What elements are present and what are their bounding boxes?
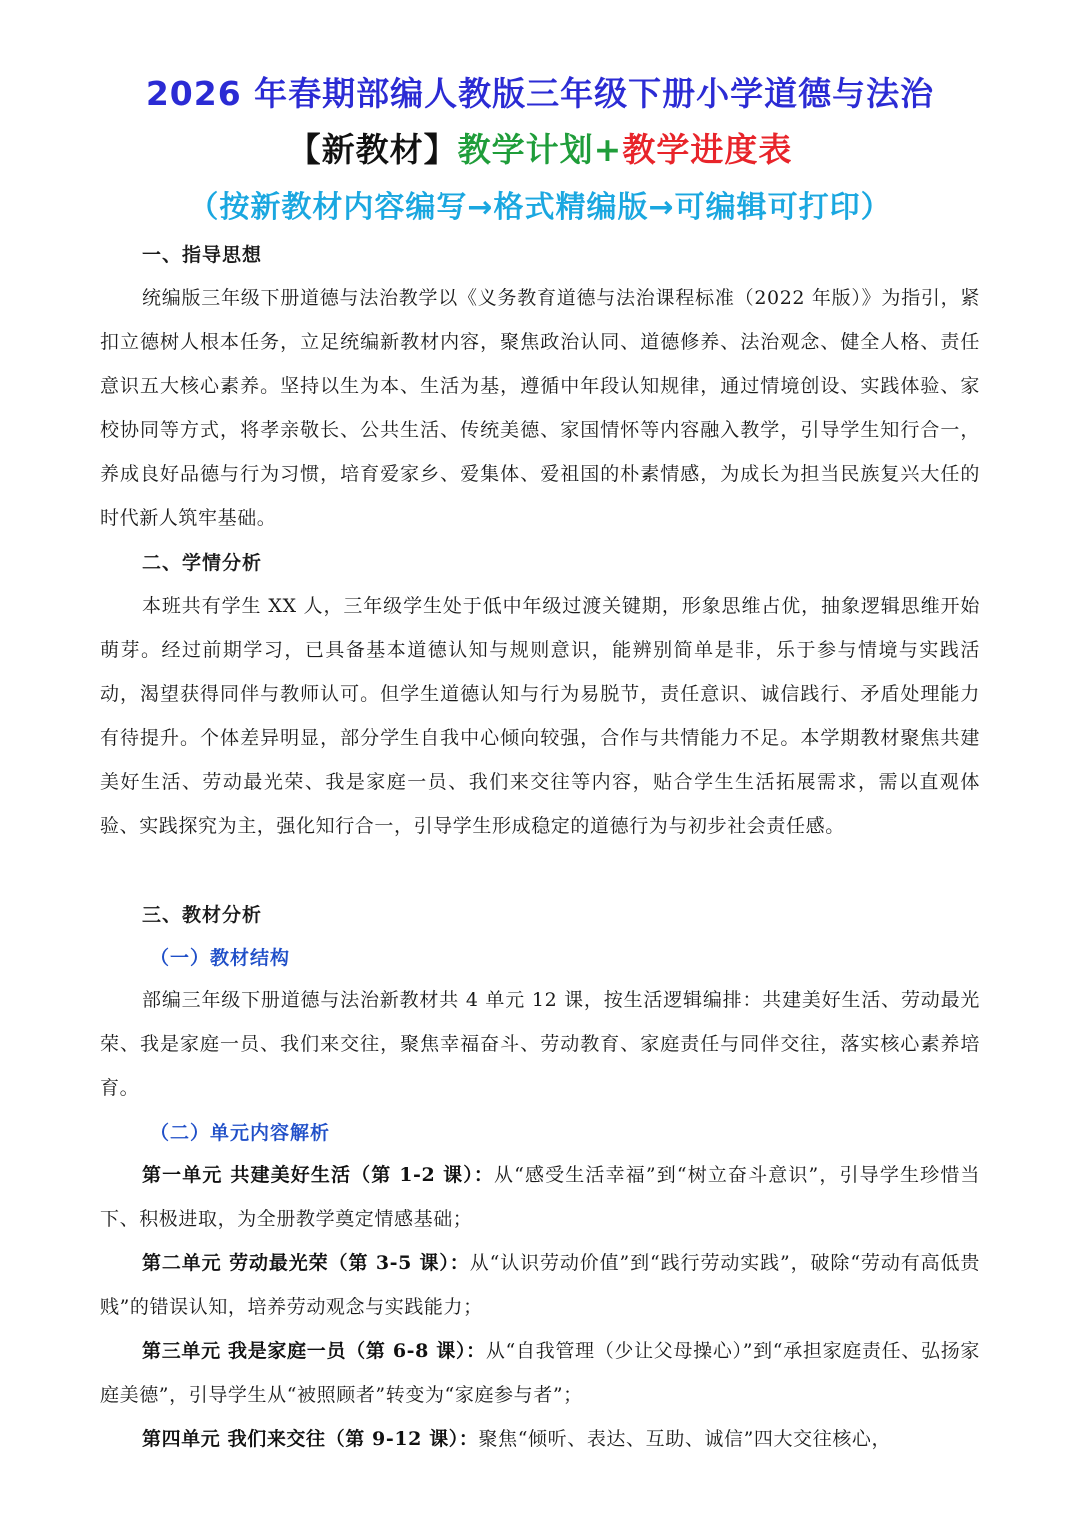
unit-item: [100, 1329, 980, 1417]
unit-item: [100, 1153, 980, 1241]
unit-lead: 第三单元 我是家庭一员（第 6-8 课）：: [142, 1340, 486, 1362]
subtitle-schedule: 教学进度表: [622, 130, 793, 169]
unit-lead: 第二单元 劳动最光荣（第 3-5 课）：: [142, 1252, 470, 1274]
unit-item: [100, 1417, 980, 1461]
document-title: 2026 年春期部编人教版三年级下册小学道德与法治: [145, 74, 935, 113]
unit-text: 从“认识劳动价值”到“践行劳动实践”，破除“劳动有高低贵贱”的错误认知，培养劳动观念与实践能力；: [100, 1252, 981, 1318]
section-body-student-analysis: 本班共有学生 XX 人，三年级学生处于低中年级过渡关键期，形象思维占优，抽象逻辑思维开始萌芽。经过前期学习，已具备基本道德认知与规则意识，能辨别简单是非，乐于参与情境与实践活动，渴望获得同伴与教师认可。但学生道德认知与行为易脱节，责任意识、诚信践行、矛盾处理能力有待提升。个体差异明显，部分学生自我中心倾向较强，合作与共情能力不足。本学期教材聚焦共建美好生活、劳动最光荣、我是家庭一员、我们来交往等内容，贴合学生生活拓展需求，需以直观体验、实践探究为主，强化知行合一，引导学生形成稳定的道德行为与初步社会责任感。: [100, 595, 980, 837]
subtitle-new-textbook: 【新教材】: [287, 130, 458, 169]
unit-lead: 第四单元 我们来交往（第 9-12 课）：: [142, 1428, 479, 1450]
unit-lead: 第一单元 共建美好生活（第 1-2 课）：: [142, 1164, 495, 1186]
document-subtitle: [0, 124, 1080, 171]
document-tagline: （按新教材内容编写→格式精编版→可编辑可打印）: [188, 190, 892, 225]
unit-item: [100, 1241, 980, 1329]
section-heading-guiding-thought: 一、指导思想: [142, 244, 263, 266]
unit-text: 从“自我管理（少让父母操心）”到“承担家庭责任、弘扬家庭美德”，引导学生从“被照顾者”转变为“家庭参与者”；: [100, 1340, 980, 1406]
section-body-guiding-thought: 统编版三年级下册道德与法治教学以《义务教育道德与法治课程标准（2022 年版）》为指引，紧扣立德树人根本任务，立足统编新教材内容，聚焦政治认同、道德修养、法治观念、健全人格、责任意识五大核心素养。坚持以生为本、生活为基，遵循中年段认知规律，通过情境创设、实践体验、家校协同等方式，将孝亲敬长、公共生活、传统美德、家国情怀等内容融入教学，引导学生知行合一，养成良好品德与行为习惯，培育爱家乡、爱集体、爱祖国的朴素情感，为成长为担当民族复兴大任的时代新人筑牢基础。: [100, 287, 980, 529]
section-heading-textbook-analysis: 三、教材分析: [142, 904, 263, 926]
section-body-textbook-structure: 部编三年级下册道德与法治新教材共 4 单元 12 课，按生活逻辑编排：共建美好生活、劳动最光荣、我是家庭一员、我们来交往，聚焦幸福奋斗、劳动教育、家庭责任与同伴交往，落实核心素养培育。: [100, 989, 980, 1099]
subtitle-teaching-plan: 教学计划+: [457, 130, 623, 169]
subheading-textbook-structure: （一）教材结构: [150, 947, 291, 969]
subheading-unit-analysis: （二）单元内容解析: [150, 1122, 331, 1144]
unit-text: 从“感受生活幸福”到“树立奋斗意识”，引导学生珍惜当下、积极进取，为全册教学奠定情感基础；: [100, 1164, 980, 1230]
unit-text: 聚焦“倾听、表达、互助、诚信”四大交往核心，: [478, 1428, 892, 1450]
section-heading-student-analysis: 二、学情分析: [142, 552, 263, 574]
